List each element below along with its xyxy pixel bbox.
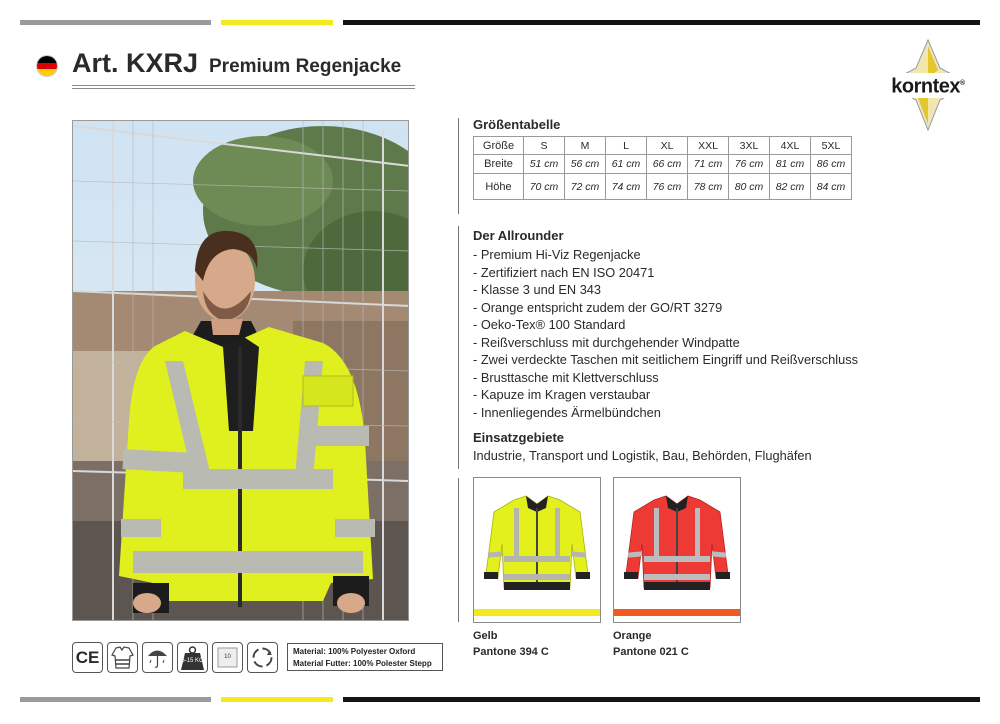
size-col: S [524, 137, 565, 155]
list-item: - Orange entspricht zudem der GO/RT 3279 [473, 299, 723, 315]
list-item: - Oeko-Tex® 100 Standard [473, 317, 626, 332]
list-item: - Innenliegendes Ärmelbündchen [473, 404, 661, 420]
variant-yellow [473, 477, 601, 623]
weight-icon: 5-15 KG [177, 642, 208, 673]
table-cell: 74 cm [606, 174, 647, 200]
table-cell: 66 cm [647, 155, 688, 174]
rain-protection-icon [142, 642, 173, 673]
page-header [36, 48, 416, 90]
table-row [474, 155, 852, 174]
variant-name: Gelb [473, 630, 498, 642]
table-cell: 86 cm [811, 155, 852, 174]
table-cell: 56 cm [565, 155, 606, 174]
model-wearing-jacket-image [73, 121, 409, 621]
usage-text: Industrie, Transport und Logistik, Bau, Behörden, Flughäfen [473, 448, 812, 463]
table-cell: 84 cm [811, 174, 852, 200]
top-bar-yellow [221, 20, 333, 25]
recycle-icon [247, 642, 278, 673]
table-cell: 78 cm [688, 174, 729, 200]
divider-variants [458, 478, 459, 622]
table-cell: 71 cm [688, 155, 729, 174]
list-item: - Klasse 3 und EN 343 [473, 282, 602, 297]
table-cell: 76 cm [647, 174, 688, 200]
divider-features [458, 226, 459, 469]
top-bar-grey [20, 20, 211, 25]
table-cell: 70 cm [524, 174, 565, 200]
variant-pantone: Pantone 021 C [613, 646, 689, 658]
hi-vis-jacket-icon [107, 642, 138, 673]
size-header-label: Größe [474, 137, 524, 155]
table-cell: 81 cm [770, 155, 811, 174]
bottom-bar-yellow [221, 697, 333, 702]
table-row [474, 174, 852, 200]
color-stripe [614, 609, 740, 616]
variant-pantone: Pantone 394 C [473, 646, 549, 658]
table-cell: 76 cm [729, 155, 770, 174]
material-info [287, 643, 443, 671]
size-table [473, 136, 852, 200]
variant-yellow-label [473, 628, 549, 660]
size-col: L [606, 137, 647, 155]
list-item: - Brusttasche mit Klettverschluss [473, 369, 659, 385]
table-cell: 82 cm [770, 174, 811, 200]
brand-name: korntex® [882, 73, 974, 98]
table-cell: 80 cm [729, 174, 770, 200]
usage-title: Einsatzgebiete [473, 430, 565, 445]
variant-orange-label [613, 628, 689, 660]
product-name: Premium Regenjacke [209, 56, 402, 77]
row-label: Höhe [474, 174, 524, 200]
list-item: - Zwei verdeckte Taschen mit seitlichem Eingriff und Reißverschluss [473, 352, 858, 367]
size-table-title: Größentabelle [473, 117, 561, 132]
bottom-bar-grey [20, 697, 211, 702]
german-flag-icon [36, 55, 58, 77]
table-cell: 51 cm [524, 155, 565, 174]
ce-mark-icon: CE [72, 642, 103, 673]
table-cell: 72 cm [565, 174, 606, 200]
bottom-bar-black [343, 697, 980, 702]
header-underline [72, 85, 415, 86]
product-photo [72, 120, 409, 621]
material-line: Material: 100% Polyester Oxford [293, 647, 416, 656]
size-col: M [565, 137, 606, 155]
size-col: XXL [688, 137, 729, 155]
list-item: - Zertifiziert nach EN ISO 20471 [473, 264, 655, 280]
size-col: 5XL [811, 137, 852, 155]
list-item: - Reißverschluss mit durchgehender Windpatte [473, 334, 740, 350]
list-item: - Kapuze im Kragen verstaubar [473, 387, 651, 402]
color-stripe [474, 609, 600, 616]
material-lining-line: Material Futter: 100% Polester Stepp [293, 659, 432, 668]
top-bar-black [343, 20, 980, 25]
divider-size-table [458, 118, 459, 214]
row-label: Breite [474, 155, 524, 174]
size-col: 3XL [729, 137, 770, 155]
table-cell: 61 cm [606, 155, 647, 174]
list-item: - Premium Hi-Viz Regenjacke [473, 247, 641, 262]
orange-jacket-image [614, 478, 740, 603]
variant-name: Orange [613, 630, 652, 642]
oeko-tex-icon: 10 [212, 642, 243, 673]
korntex-logo [882, 38, 974, 132]
article-number: Art. KXRJ [72, 48, 199, 78]
features-title: Der Allrounder [473, 228, 564, 243]
size-col: 4XL [770, 137, 811, 155]
size-col: XL [647, 137, 688, 155]
yellow-jacket-image [474, 478, 600, 603]
feature-list [473, 246, 858, 421]
variant-orange [613, 477, 741, 623]
header-underline-2 [72, 88, 415, 89]
